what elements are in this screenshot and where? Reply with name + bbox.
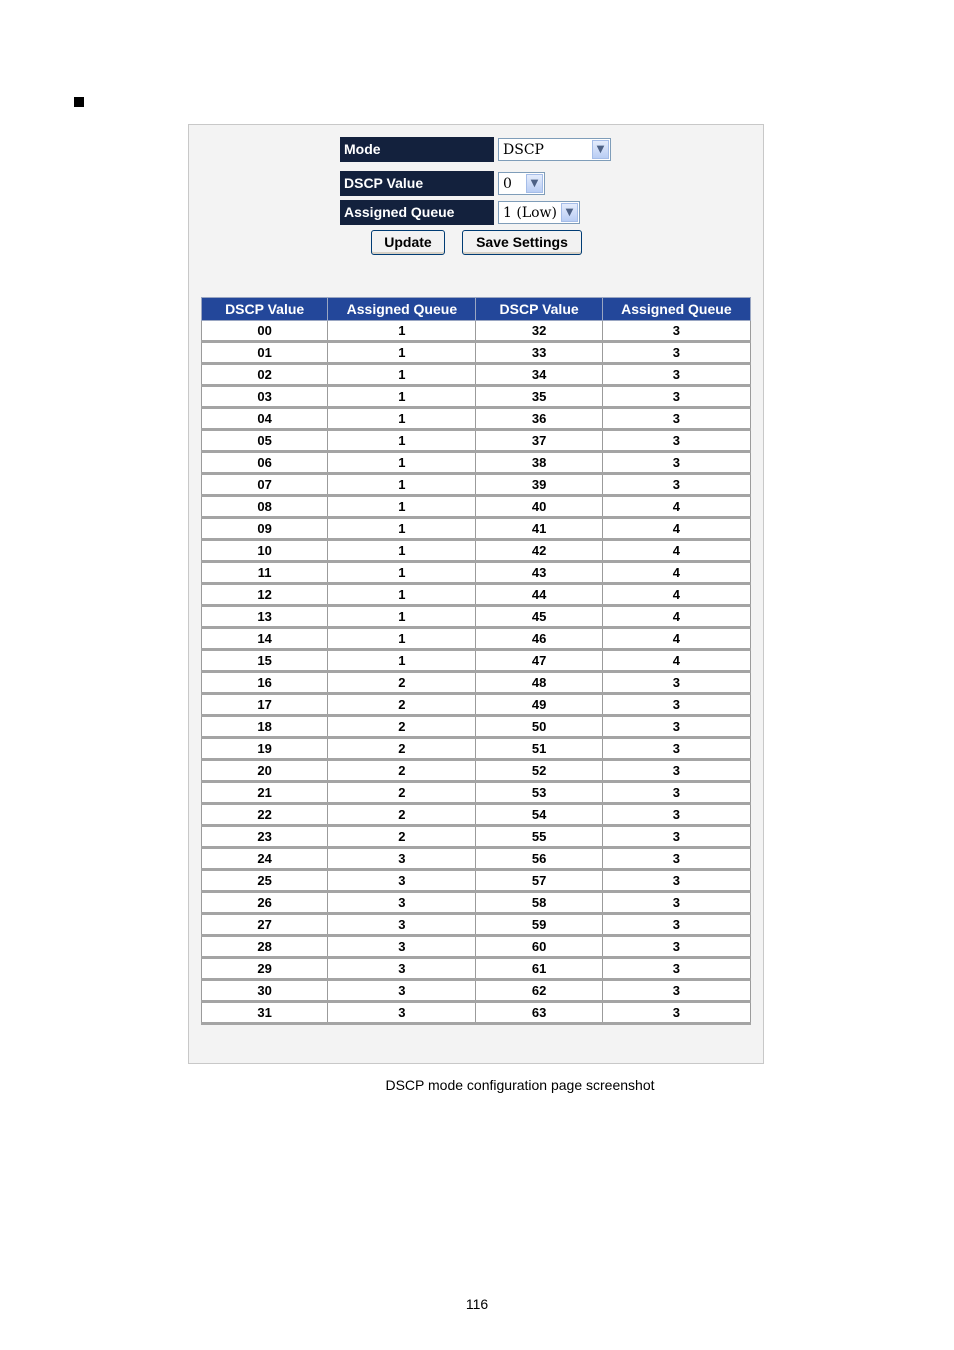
cell-dscp-value: 38 (476, 452, 602, 474)
cell-assigned-queue: 3 (602, 936, 750, 958)
page-number: 116 (465, 1296, 489, 1312)
cell-assigned-queue: 3 (602, 826, 750, 848)
assigned-queue-select-value: 1 (Low) (503, 205, 557, 221)
cell-dscp-value: 17 (202, 694, 328, 716)
cell-dscp-value: 45 (476, 606, 602, 628)
table-row (202, 716, 751, 738)
table-row (202, 540, 751, 562)
cell-assigned-queue: 3 (602, 364, 750, 386)
table-row (202, 782, 751, 804)
table-row (202, 914, 751, 936)
cell-assigned-queue: 3 (602, 408, 750, 430)
table-row (202, 474, 751, 496)
cell-assigned-queue: 3 (328, 892, 476, 914)
cell-assigned-queue: 3 (602, 892, 750, 914)
cell-dscp-value: 46 (476, 628, 602, 650)
cell-dscp-value: 29 (202, 958, 328, 980)
table-body (202, 321, 751, 1024)
cell-assigned-queue: 1 (328, 584, 476, 606)
table-row (202, 606, 751, 628)
cell-assigned-queue: 2 (328, 760, 476, 782)
cell-dscp-value: 20 (202, 760, 328, 782)
column-header-assigned-queue: Assigned Queue (328, 298, 476, 321)
dscp-value-select-value: 0 (503, 176, 512, 192)
cell-dscp-value: 56 (476, 848, 602, 870)
cell-assigned-queue: 1 (328, 408, 476, 430)
cell-assigned-queue: 1 (328, 650, 476, 672)
cell-assigned-queue: 1 (328, 386, 476, 408)
table-row (202, 628, 751, 650)
cell-dscp-value: 08 (202, 496, 328, 518)
table-row (202, 518, 751, 540)
table-row (202, 694, 751, 716)
cell-assigned-queue: 2 (328, 716, 476, 738)
cell-assigned-queue: 3 (602, 386, 750, 408)
cell-dscp-value: 34 (476, 364, 602, 386)
dscp-queue-table (201, 297, 751, 1025)
cell-assigned-queue: 3 (328, 870, 476, 892)
cell-assigned-queue: 3 (602, 430, 750, 452)
cell-dscp-value: 35 (476, 386, 602, 408)
cell-dscp-value: 51 (476, 738, 602, 760)
cell-assigned-queue: 1 (328, 606, 476, 628)
cell-dscp-value: 28 (202, 936, 328, 958)
cell-assigned-queue: 3 (602, 474, 750, 496)
cell-dscp-value: 63 (476, 1002, 602, 1024)
cell-dscp-value: 48 (476, 672, 602, 694)
cell-assigned-queue: 1 (328, 321, 476, 342)
table-row (202, 936, 751, 958)
table-header-row (202, 298, 751, 321)
table-row (202, 760, 751, 782)
cell-dscp-value: 60 (476, 936, 602, 958)
cell-assigned-queue: 3 (602, 870, 750, 892)
cell-dscp-value: 42 (476, 540, 602, 562)
table-row (202, 672, 751, 694)
cell-dscp-value: 12 (202, 584, 328, 606)
table-row (202, 738, 751, 760)
cell-dscp-value: 41 (476, 518, 602, 540)
cell-assigned-queue: 3 (328, 848, 476, 870)
cell-assigned-queue: 1 (328, 452, 476, 474)
cell-dscp-value: 55 (476, 826, 602, 848)
cell-dscp-value: 47 (476, 650, 602, 672)
cell-assigned-queue: 4 (602, 518, 750, 540)
cell-assigned-queue: 1 (328, 342, 476, 364)
cell-dscp-value: 43 (476, 562, 602, 584)
cell-dscp-value: 03 (202, 386, 328, 408)
cell-dscp-value: 49 (476, 694, 602, 716)
cell-assigned-queue: 3 (602, 958, 750, 980)
table-row (202, 430, 751, 452)
cell-assigned-queue: 2 (328, 672, 476, 694)
table-row (202, 826, 751, 848)
mode-select-value: DSCP (503, 142, 544, 158)
cell-assigned-queue: 3 (602, 914, 750, 936)
cell-dscp-value: 19 (202, 738, 328, 760)
cell-assigned-queue: 4 (602, 628, 750, 650)
cell-dscp-value: 54 (476, 804, 602, 826)
cell-dscp-value: 25 (202, 870, 328, 892)
cell-dscp-value: 13 (202, 606, 328, 628)
table-row (202, 452, 751, 474)
cell-assigned-queue: 3 (602, 980, 750, 1002)
cell-assigned-queue: 3 (602, 342, 750, 364)
cell-dscp-value: 44 (476, 584, 602, 606)
cell-assigned-queue: 4 (602, 496, 750, 518)
cell-dscp-value: 26 (202, 892, 328, 914)
table-row (202, 562, 751, 584)
cell-assigned-queue: 4 (602, 606, 750, 628)
cell-dscp-value: 16 (202, 672, 328, 694)
table-row (202, 342, 751, 364)
cell-dscp-value: 05 (202, 430, 328, 452)
cell-dscp-value: 59 (476, 914, 602, 936)
cell-dscp-value: 09 (202, 518, 328, 540)
cell-assigned-queue: 1 (328, 540, 476, 562)
table-row (202, 364, 751, 386)
cell-assigned-queue: 4 (602, 650, 750, 672)
cell-dscp-value: 53 (476, 782, 602, 804)
mode-label: Mode (340, 137, 494, 162)
cell-assigned-queue: 2 (328, 804, 476, 826)
cell-dscp-value: 23 (202, 826, 328, 848)
cell-dscp-value: 00 (202, 321, 328, 342)
cell-assigned-queue: 1 (328, 518, 476, 540)
cell-dscp-value: 04 (202, 408, 328, 430)
cell-assigned-queue: 2 (328, 738, 476, 760)
cell-assigned-queue: 4 (602, 540, 750, 562)
column-header-assigned-queue: Assigned Queue (602, 298, 750, 321)
table-row (202, 584, 751, 606)
cell-assigned-queue: 3 (602, 694, 750, 716)
cell-assigned-queue: 3 (328, 1002, 476, 1024)
cell-dscp-value: 37 (476, 430, 602, 452)
column-header-dscp-value: DSCP Value (202, 298, 328, 321)
cell-dscp-value: 01 (202, 342, 328, 364)
cell-assigned-queue: 3 (602, 782, 750, 804)
cell-assigned-queue: 3 (602, 738, 750, 760)
cell-assigned-queue: 2 (328, 782, 476, 804)
cell-dscp-value: 24 (202, 848, 328, 870)
cell-assigned-queue: 4 (602, 584, 750, 606)
table-row (202, 408, 751, 430)
cell-dscp-value: 33 (476, 342, 602, 364)
cell-assigned-queue: 3 (328, 980, 476, 1002)
cell-assigned-queue: 1 (328, 628, 476, 650)
cell-dscp-value: 52 (476, 760, 602, 782)
cell-assigned-queue: 3 (602, 760, 750, 782)
cell-assigned-queue: 3 (328, 958, 476, 980)
cell-dscp-value: 36 (476, 408, 602, 430)
update-button[interactable]: Update (371, 230, 445, 255)
cell-dscp-value: 06 (202, 452, 328, 474)
table-row (202, 958, 751, 980)
cell-assigned-queue: 1 (328, 430, 476, 452)
chevron-down-icon[interactable]: ▼ (561, 203, 578, 222)
cell-assigned-queue: 3 (328, 914, 476, 936)
table-row (202, 804, 751, 826)
table-row (202, 496, 751, 518)
cell-dscp-value: 22 (202, 804, 328, 826)
cell-assigned-queue: 3 (602, 716, 750, 738)
cell-assigned-queue: 3 (602, 848, 750, 870)
bullet-marker (74, 97, 84, 107)
cell-dscp-value: 39 (476, 474, 602, 496)
cell-assigned-queue: 1 (328, 496, 476, 518)
table-row (202, 980, 751, 1002)
cell-dscp-value: 40 (476, 496, 602, 518)
table-row (202, 1002, 751, 1024)
cell-dscp-value: 50 (476, 716, 602, 738)
cell-dscp-value: 61 (476, 958, 602, 980)
table-row (202, 650, 751, 672)
table-row (202, 870, 751, 892)
chevron-down-icon[interactable]: ▼ (526, 174, 543, 193)
cell-assigned-queue: 2 (328, 826, 476, 848)
cell-dscp-value: 58 (476, 892, 602, 914)
dscp-value-select[interactable] (498, 172, 545, 195)
cell-assigned-queue: 1 (328, 562, 476, 584)
cell-dscp-value: 07 (202, 474, 328, 496)
cell-dscp-value: 30 (202, 980, 328, 1002)
cell-assigned-queue: 3 (602, 452, 750, 474)
assigned-queue-select[interactable] (498, 201, 580, 224)
mode-select[interactable] (498, 138, 611, 161)
assigned-queue-label: Assigned Queue (340, 200, 494, 225)
cell-dscp-value: 14 (202, 628, 328, 650)
cell-dscp-value: 32 (476, 321, 602, 342)
cell-dscp-value: 02 (202, 364, 328, 386)
cell-dscp-value: 21 (202, 782, 328, 804)
cell-assigned-queue: 1 (328, 474, 476, 496)
cell-dscp-value: 10 (202, 540, 328, 562)
cell-dscp-value: 31 (202, 1002, 328, 1024)
chevron-down-icon[interactable]: ▼ (592, 140, 609, 159)
cell-assigned-queue: 2 (328, 694, 476, 716)
dscp-config-panel (188, 124, 764, 1064)
cell-assigned-queue: 3 (328, 936, 476, 958)
table-row (202, 892, 751, 914)
table-row (202, 321, 751, 342)
cell-dscp-value: 57 (476, 870, 602, 892)
cell-assigned-queue: 4 (602, 562, 750, 584)
cell-dscp-value: 15 (202, 650, 328, 672)
cell-assigned-queue: 1 (328, 364, 476, 386)
save-settings-button[interactable]: Save Settings (462, 230, 582, 255)
column-header-dscp-value: DSCP Value (476, 298, 602, 321)
cell-dscp-value: 11 (202, 562, 328, 584)
cell-assigned-queue: 3 (602, 804, 750, 826)
table-row (202, 386, 751, 408)
cell-dscp-value: 18 (202, 716, 328, 738)
table-row (202, 848, 751, 870)
cell-assigned-queue: 3 (602, 321, 750, 342)
cell-dscp-value: 62 (476, 980, 602, 1002)
dscp-value-label: DSCP Value (340, 171, 494, 196)
cell-assigned-queue: 3 (602, 672, 750, 694)
cell-dscp-value: 27 (202, 914, 328, 936)
cell-assigned-queue: 3 (602, 1002, 750, 1024)
figure-caption: DSCP mode configuration page screenshot (385, 1077, 655, 1093)
